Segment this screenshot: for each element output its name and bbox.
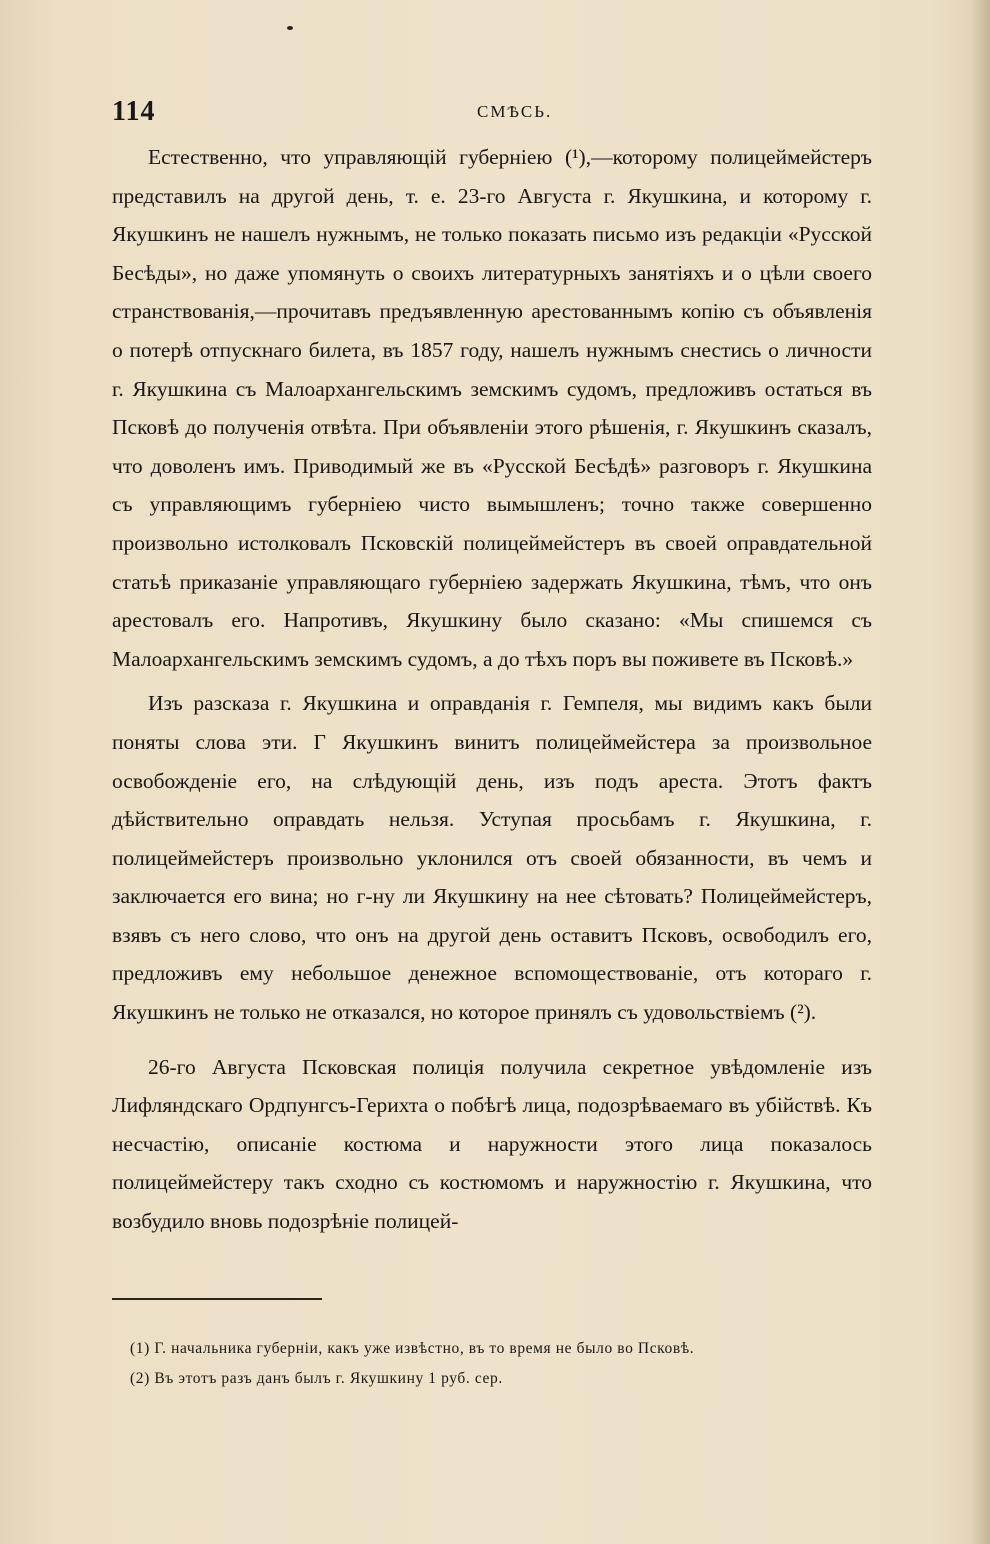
page-number: 114 [112, 96, 156, 127]
ink-speck [287, 26, 293, 30]
page-header [112, 96, 882, 126]
footnote-divider [112, 1298, 322, 1300]
footnote: (1) Г. начальника губерніи, какъ уже извѣстно, въ то время не было во Псковѣ. [130, 1340, 695, 1357]
paragraph: 26-го Августа Псковская полиція получила секретное увѣдомленіе изъ Лифляндскаго Ордпунгсъ-Герихта о побѣгѣ лица, подозрѣваемаго въ убійствѣ. Къ несчастію, описаніе костюма и наружности этого лица показалось полицеймейстеру такъ сходно съ костюмомъ и наружностію г. Якушкина, что возбудило вновь подозрѣніе полицей- [112, 1054, 872, 1234]
footnotes [112, 1336, 872, 1396]
footnote: (2) Въ этотъ разъ данъ былъ г. Якушкину 1 руб. сер. [130, 1370, 503, 1387]
main-text [112, 138, 872, 1241]
paragraph: Естественно, что управляющій губерніею (¹),—которому полицеймейстеръ представилъ на другой день, т. е. 23-го Августа г. Якушкина, и которому г. Якушкинъ не нашелъ нужнымъ, не только показать письмо изъ редакціи «Русской Бесѣды», но даже упомянуть о своихъ литературныхъ занятіяхъ и о цѣли своего странствованія,—прочитавъ предъявленную арестованнымъ копію съ объявленія о потерѣ отпускнаго билета, въ 1857 году, нашелъ нужнымъ снестись о личности г. Якушкина съ Малоархангельскимъ земскимъ судомъ, предложивъ остаться въ Псковѣ до полученія отвѣта. При объявленіи этого рѣшенія, г. Якушкинъ сказалъ, что доволенъ имъ. Приводимый же въ «Русской Бесѣдѣ» разговоръ г. Якушкина съ управляющимъ губерніею чисто вымышленъ; точно также совершенно произвольно истолковалъ Псковскій полицеймейстеръ въ своей оправдательной статьѣ приказаніе управляющаго губерніею задержать Якушкина, тѣмъ, что онъ арестовалъ его. Напротивъ, Якушкину было сказано: «Мы спишемся съ Малоархангельскимъ земскимъ судомъ, а до тѣхъ поръ вы поживете въ Псковѣ.» [112, 145, 872, 671]
page-edge-shadow [970, 0, 990, 1544]
paragraph: Изъ разсказа г. Якушкина и оправданія г. Гемпеля, мы видимъ какъ были поняты слова эти. Г Якушкинъ винитъ полицеймейстера за произвольное освобожденіе его, на слѣдующій день, изъ подъ ареста. Этотъ фактъ дѣйствительно оправдать нельзя. Уступая просьбамъ г. Якушкина, г. полицеймейстеръ произвольно уклонился отъ своей обязанности, въ чемъ и заключается его вина; но г-ну ли Якушкину на нее сѣтовать? Полицеймейстеръ, взявъ съ него слово, что онъ на другой день оставитъ Псковъ, освободилъ его, предложивъ ему небольшое денежное вспомоществованіе, отъ котораго г. Якушкинъ не только не отказался, но которое принялъ съ удовольствіемъ (²). [112, 691, 872, 1025]
running-head: СМѢСЬ. [477, 102, 553, 121]
